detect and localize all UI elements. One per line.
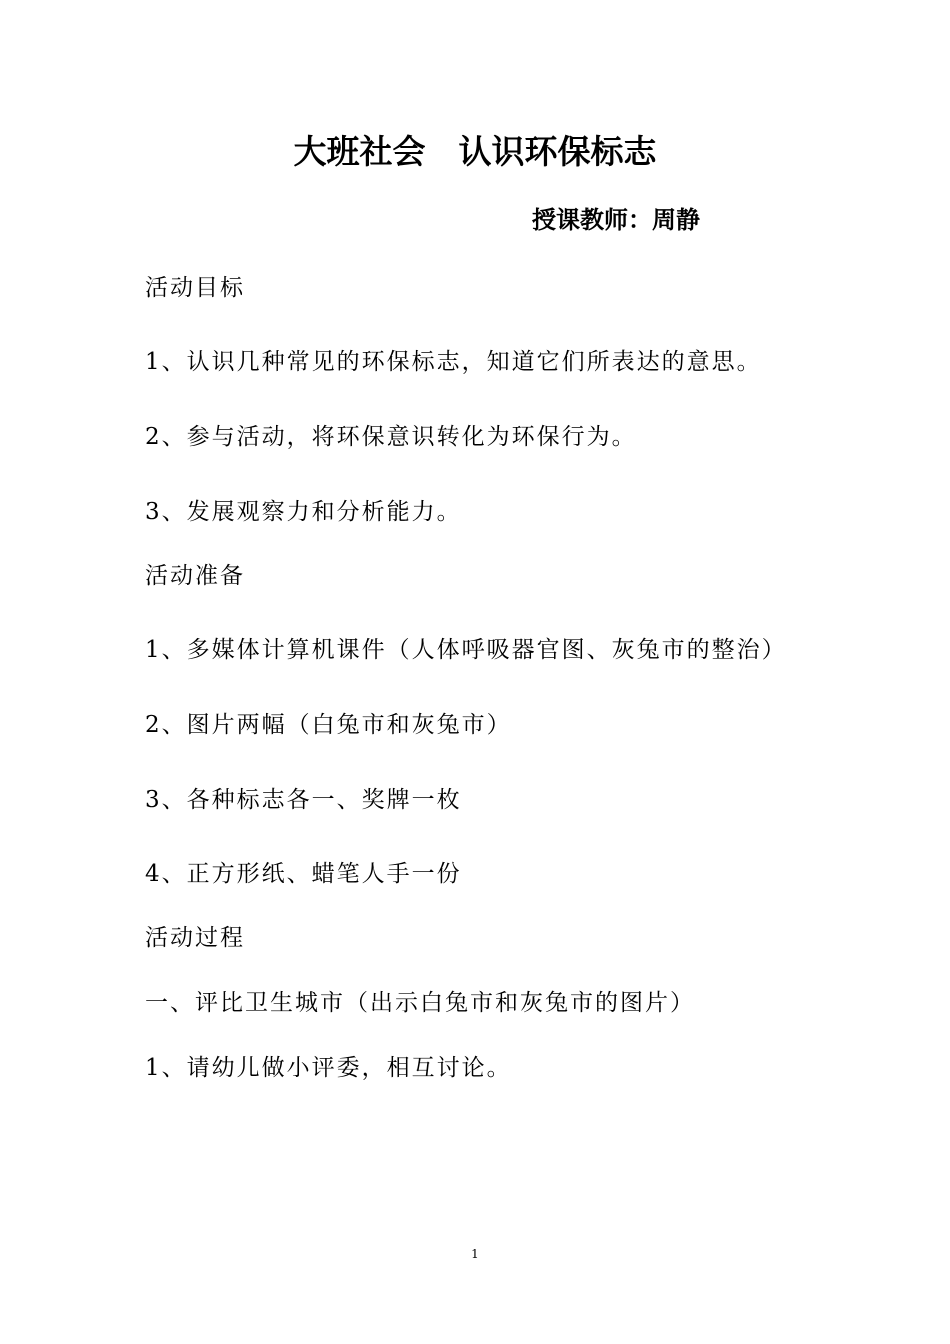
- section-heading-process: 活动过程: [145, 925, 245, 951]
- section-heading-prep: 活动准备: [145, 563, 245, 589]
- prep-item-1: 1、多媒体计算机课件（人体呼吸器官图、灰兔市的整治）: [145, 637, 787, 663]
- document-title: 大班社会 认识环保标志: [293, 132, 657, 171]
- prep-item-3: 3、各种标志各一、奖牌一枚: [145, 787, 462, 813]
- goal-item-3: 3、发展观察力和分析能力。: [145, 499, 462, 525]
- section-heading-goals: 活动目标: [145, 275, 245, 301]
- process-item-1: 一、评比卫生城市（出示白兔市和灰兔市的图片）: [145, 990, 695, 1016]
- goal-item-2: 2、参与活动，将环保意识转化为环保行为。: [145, 424, 637, 450]
- teacher-line: 授课教师：周静: [532, 206, 700, 234]
- page-number: 1: [471, 1247, 479, 1261]
- goal-item-1: 1、认识几种常见的环保标志，知道它们所表达的意思。: [145, 349, 762, 375]
- prep-item-4: 4、正方形纸、蜡笔人手一份: [145, 861, 462, 887]
- prep-item-2: 2、图片两幅（白兔市和灰兔市）: [145, 712, 512, 738]
- process-item-2: 1、请幼儿做小评委，相互讨论。: [145, 1055, 512, 1081]
